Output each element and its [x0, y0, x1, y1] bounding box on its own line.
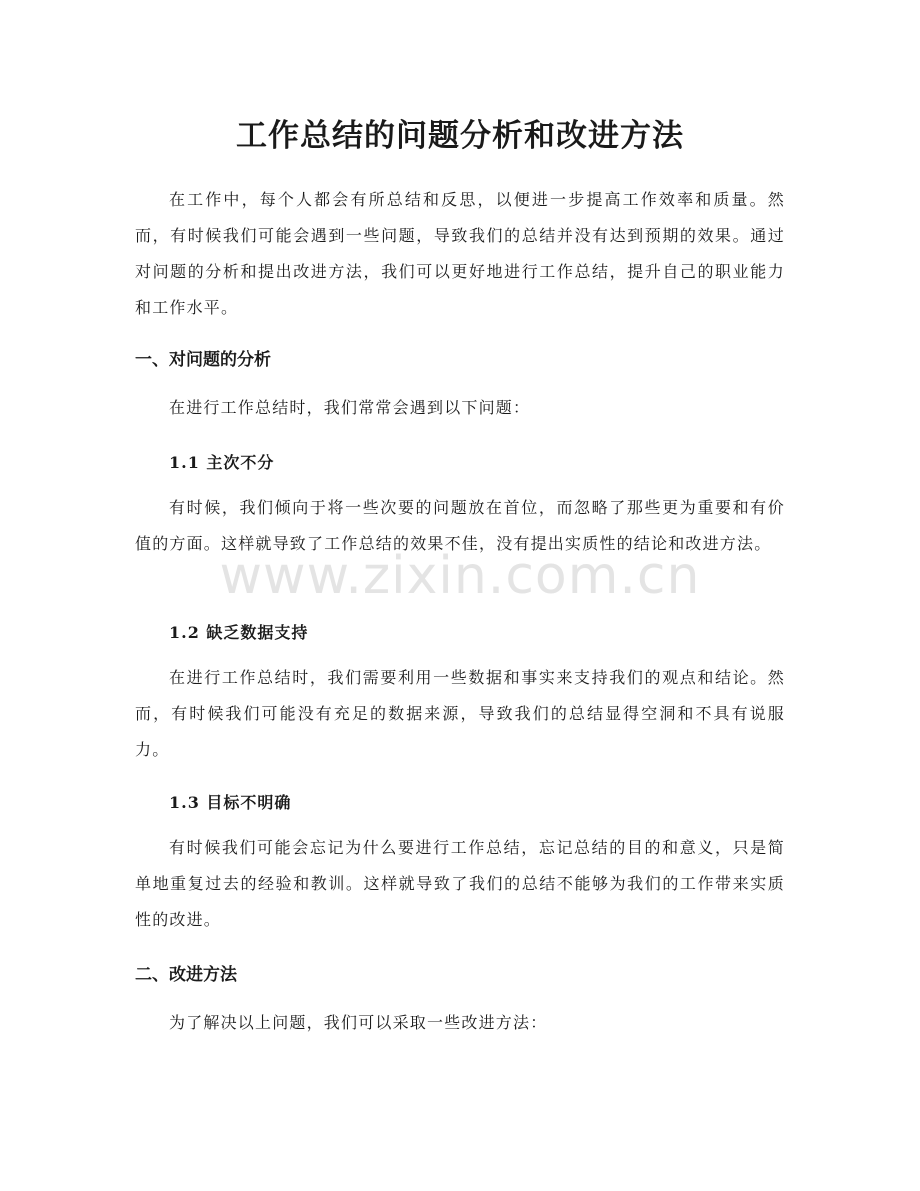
item-heading-1-2: 1.2 缺乏数据支持 — [169, 623, 309, 642]
section2-lead: 为了解决以上问题，我们可以采取一些改进方法： — [169, 1013, 548, 1032]
item-heading-1-1: 1.1 主次不分 — [169, 453, 275, 472]
item-text-1-2: 在进行工作总结时，我们需要利用一些数据和事实来支持我们的观点和结论。然而，有时候我们可能没有充足的数据来源，导致我们的总结显得空洞和不具有说服力。 — [135, 668, 785, 759]
watermark-text: www.zixin.com.cn — [219, 546, 701, 606]
page-title: 工作总结的问题分析和改进方法 — [236, 118, 684, 154]
section-heading-analysis: 一、对问题的分析 — [135, 350, 271, 370]
item-text-1-3: 有时候我们可能会忘记为什么要进行工作总结，忘记总结的目的和意义，只是简单地重复过去的经验和教训。这样就导致了我们的总结不能够为我们的工作带来实质性的改进。 — [135, 838, 785, 929]
intro-paragraph: 在工作中，每个人都会有所总结和反思，以便进一步提高工作效率和质量。然而，有时候我们可能会遇到一些问题，导致我们的总结并没有达到预期的效果。通过对问题的分析和提出改进方法，我们可以更好地进行工作总结，提升自己的职业能力和工作水平。 — [135, 190, 785, 317]
section-heading-improvement: 二、改进方法 — [135, 965, 237, 985]
item-heading-1-3: 1.3 目标不明确 — [169, 793, 292, 812]
section1-lead: 在进行工作总结时，我们常常会遇到以下问题： — [169, 398, 531, 417]
item-text-1-1: 有时候，我们倾向于将一些次要的问题放在首位，而忽略了那些更为重要和有价值的方面。这样就导致了工作总结的效果不佳，没有提出实质性的结论和改进方法。 — [135, 498, 785, 553]
